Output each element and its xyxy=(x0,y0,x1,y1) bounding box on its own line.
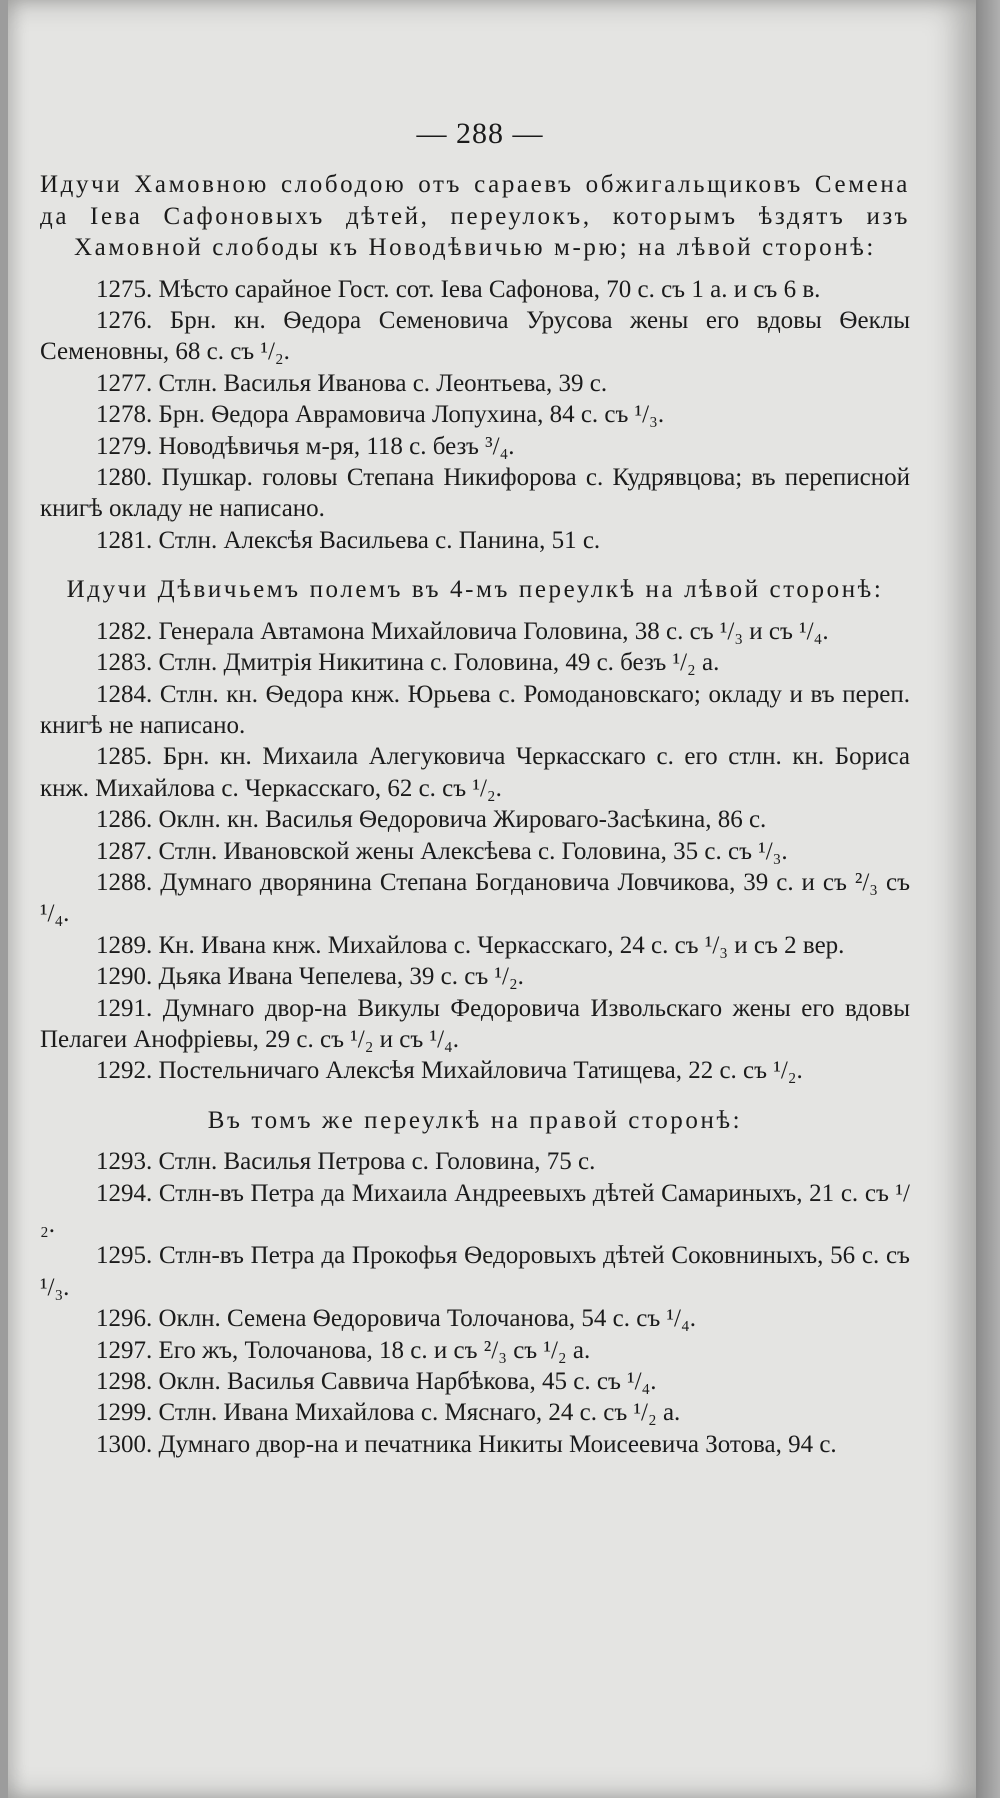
entry-1290: 1290. Дьяка Ивана Чепелева, 39 с. съ ¹/₂. xyxy=(96,963,524,991)
entry-1295: 1295. Стлн-въ Петра да Прокофья Ѳедоровыхъ дѣтей Соковниныхъ, 56 с. съ ¹/₃. xyxy=(40,1242,910,1301)
entry-1275: 1275. Мѣсто сарайное Гост. сот. Iева Сафонова, 70 с. съ 1 а. и съ 6 в. xyxy=(96,275,821,303)
entry-1296: 1296. Оклн. Семена Ѳедоровича Толочанова, 54 с. съ ¹/₄. xyxy=(96,1305,696,1333)
entry-1291: 1291. Думнаго двор-на Викулы Федоровича Извольскаго жены его вдовы Пелагеи Анофрiевы, 29 с. съ ¹/₂ и съ ¹/₄. xyxy=(40,994,910,1053)
entry-1293: 1293. Стлн. Василья Петрова с. Головина, 75 с. xyxy=(96,1148,596,1176)
entry-1279: 1279. Новодѣвичья м-ря, 118 с. безъ ³/₄. xyxy=(96,432,515,460)
entry-1281: 1281. Стлн. Алексѣя Васильева с. Панина, 51 с. xyxy=(96,526,601,554)
entry-1299: 1299. Стлн. Ивана Михайлова с. Мяснаго, 24 с. съ ¹/₂ а. xyxy=(96,1399,681,1427)
entry-1292: 1292. Постельничаго Алексѣя Михайловича Татищева, 22 с. съ ¹/₂. xyxy=(96,1057,803,1085)
page-edge xyxy=(976,0,1000,1798)
entry-1278: 1278. Брн. Ѳедора Аврамовича Лопухина, 84 с. съ ¹/₃. xyxy=(96,401,665,429)
entry-1300: 1300. Думнаго двор-на и печатника Никиты Моисеевича Зотова, 94 с. xyxy=(96,1430,837,1458)
entry-1276: 1276. Брн. кн. Ѳедора Семеновича Урусова жены его вдовы Ѳеклы Семеновны, 68 с. съ ¹/₂. xyxy=(40,307,910,366)
entry-1297: 1297. Его жъ, Толочанова, 18 с. и съ ²/₃ съ ¹/₂ а. xyxy=(96,1336,591,1364)
entry-1287: 1287. Стлн. Ивановской жены Алексѣева с. Головина, 35 с. съ ¹/₃. xyxy=(96,837,788,865)
entry-1285: 1285. Брн. кн. Михаила Алегуковича Черкасскаго с. его стлн. кн. Бориса кнж. Михайлова с. Черкасскаго, 62 с. съ ¹/₂. xyxy=(40,743,910,802)
entry-1298: 1298. Оклн. Василья Саввича Нарбѣкова, 45 с. съ ¹/₄. xyxy=(96,1368,657,1396)
entry-1286: 1286. Оклн. кн. Василья Ѳедоровича Жироваго-Засѣкина, 86 с. xyxy=(96,806,767,834)
section-heading-3: Въ томъ же переулкѣ на правой сторонѣ: xyxy=(207,1106,743,1134)
page-text xyxy=(40,118,910,1460)
entry-1284: 1284. Стлн. кн. Ѳедора кнж. Юрьева с. Ромодановскаго; окладу и въ переп. книгѣ не написано. xyxy=(40,680,910,739)
section-heading-2: Идучи Дѣвичьемъ полемъ въ 4-мъ переулкѣ на лѣвой сторонѣ: xyxy=(66,576,884,604)
entry-1277: 1277. Стлн. Василья Иванова с. Леонтьева, 39 с. xyxy=(96,369,608,397)
entry-1283: 1283. Стлн. Дмитрія Никитина с. Головина, 49 с. безъ ¹/₂ а. xyxy=(96,649,720,677)
entry-1289: 1289. Кн. Ивана кнж. Михайлова с. Черкасскаго, 24 с. съ ¹/₃ и съ 2 вер. xyxy=(96,931,845,959)
entry-1280: 1280. Пушкар. головы Степана Никифорова с. Кудрявцова; въ переписной книгѣ окладу не написано. xyxy=(40,464,910,523)
entry-1288: 1288. Думнаго дворянина Степана Богдановича Ловчикова, 39 с. и съ ²/₃ съ ¹/₄. xyxy=(40,868,910,928)
entry-1294: 1294. Стлн-въ Петра да Михаила Андреевыхъ дѣтей Самариныхъ, 21 с. съ ¹/₂. xyxy=(40,1179,910,1238)
section-heading-1: Идучи Хамовною слободою отъ сараевъ обжигальщиковъ Семена да Iева Сафоновыхъ дѣтей, переулокъ, которымъ ѣздятъ изъ Хамовной слободы къ Новодѣвичью м-рю; на лѣвой сторонѣ: xyxy=(40,171,910,262)
page-number: — 288 — xyxy=(416,117,544,150)
entry-1282: 1282. Генерала Автамона Михайловича Головина, 38 с. съ ¹/₃ и съ ¹/₄. xyxy=(96,617,829,645)
